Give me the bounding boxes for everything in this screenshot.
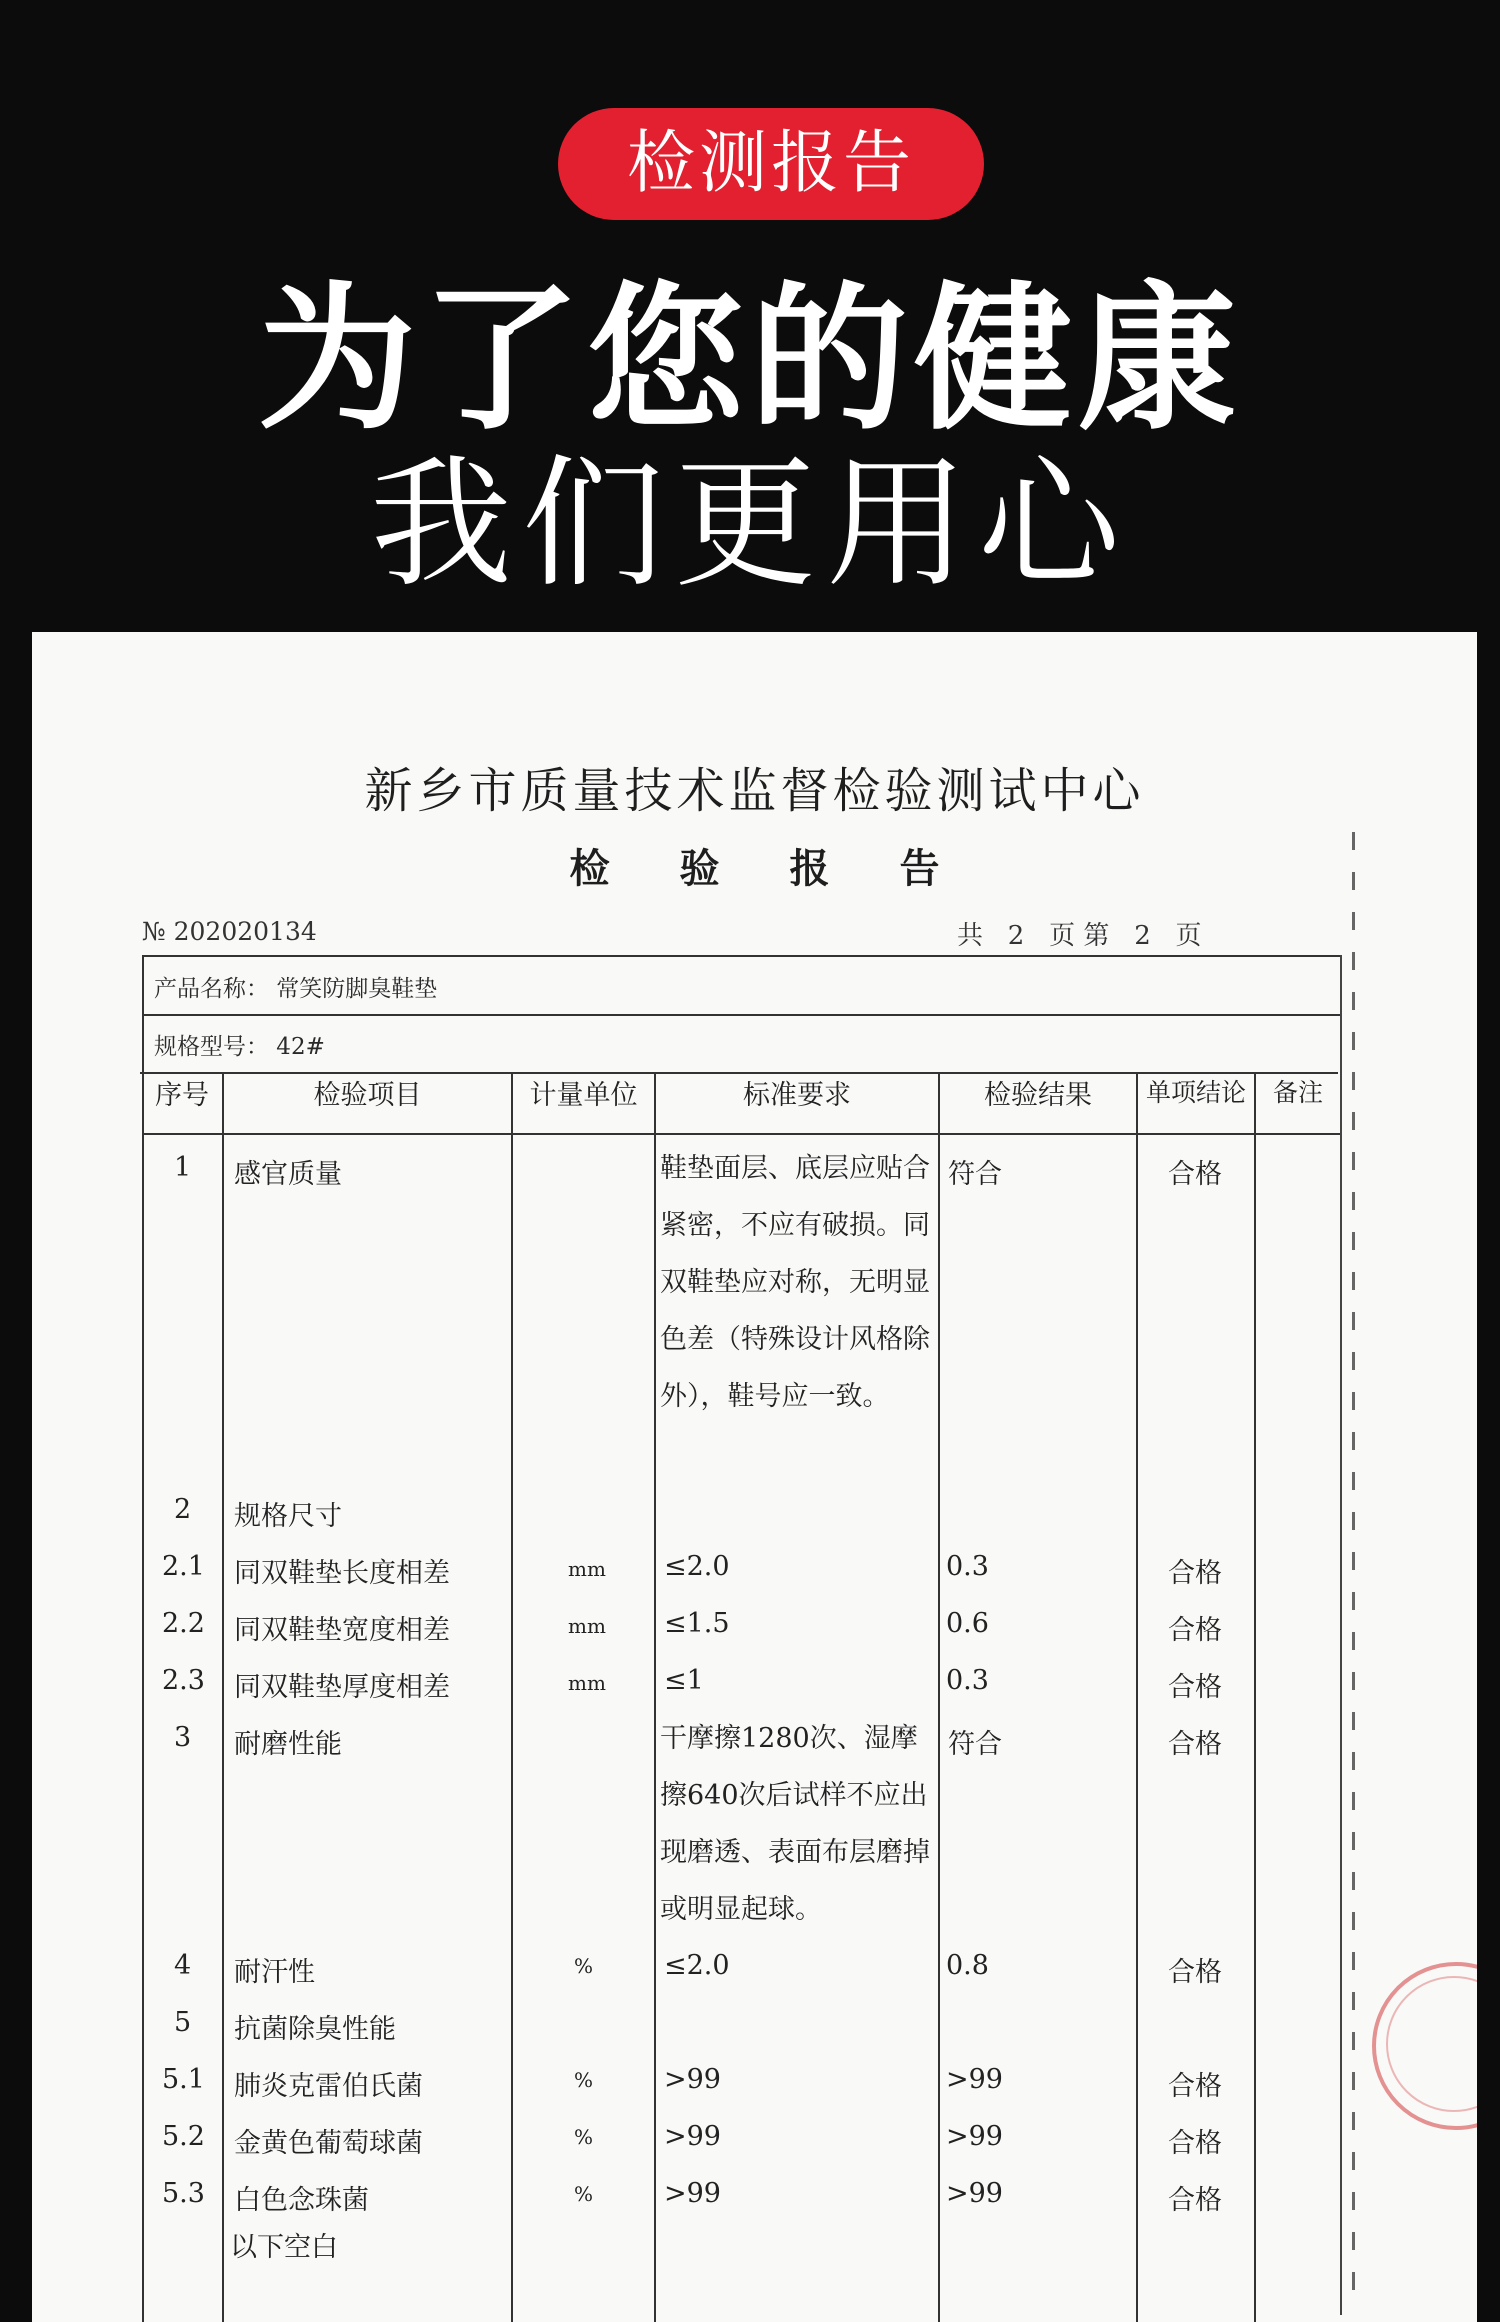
row-item: 抗菌除臭性能 [234, 2014, 396, 2045]
red-seal-stamp [1372, 1962, 1477, 2130]
row-item: 规格尺寸 [234, 1501, 342, 1532]
header-unit: 计量单位 [529, 1080, 638, 1111]
product-name: 产品名称： 常笑防脚臭鞋垫 [154, 976, 438, 1002]
row-requirement: >99 [664, 2121, 721, 2152]
row-requirement: 鞋垫面层、底层应贴合紧密，不应有破损。同双鞋垫应对称，无明显色差（特殊设计风格除外），鞋号应一致。 [660, 1153, 930, 1412]
row-item: 同双鞋垫长度相差 [234, 1558, 450, 1589]
report-number: № 202020134 [142, 917, 317, 946]
row-result: 0.6 [946, 1608, 989, 1639]
row-conclusion: 合格 [1168, 2071, 1222, 2102]
row-result: 符合 [948, 1159, 1002, 1190]
row-unit: % [574, 2068, 594, 2092]
row-seq: 2 [174, 1494, 192, 1525]
row-seq: 2.1 [162, 1551, 205, 1582]
product-spec: 规格型号： 42# [154, 1034, 325, 1060]
row-requirement: >99 [664, 2064, 721, 2095]
column-rule [1254, 1072, 1256, 2322]
row-conclusion: 合格 [1168, 2128, 1222, 2159]
row-item: 肺炎克雷伯氏菌 [234, 2071, 423, 2102]
row-result: 符合 [948, 1729, 1002, 1760]
row-seq: 5.3 [162, 2178, 205, 2209]
column-rule [1136, 1072, 1138, 2322]
table-rule [142, 1133, 1340, 1135]
column-rule [938, 1072, 940, 2322]
row-conclusion: 合格 [1168, 2185, 1222, 2216]
row-item: 同双鞋垫宽度相差 [234, 1615, 450, 1646]
row-seq: 4 [174, 1950, 192, 1981]
row-item: 同双鞋垫厚度相差 [234, 1672, 450, 1703]
row-requirement: ≤1 [664, 1665, 704, 1696]
row-seq: 5 [174, 2007, 192, 2038]
row-result: >99 [946, 2064, 1003, 2095]
issuing-organization: 新乡市质量技术监督检验测试中心 [364, 763, 1145, 819]
row-result: >99 [946, 2178, 1003, 2209]
row-unit: mm [568, 1614, 606, 1638]
header-conclusion: 单项结论 [1145, 1078, 1246, 1107]
row-result: 0.3 [946, 1665, 989, 1696]
row-requirement: >99 [664, 2178, 721, 2209]
row-conclusion: 合格 [1168, 1558, 1222, 1589]
row-requirement: ≤2.0 [664, 1950, 730, 1981]
table-rule [142, 1014, 1340, 1016]
row-item: 白色念珠菌 [234, 2185, 369, 2216]
row-item: 耐磨性能 [234, 1729, 342, 1760]
row-item: 金黄色葡萄球菌 [234, 2128, 423, 2159]
header-item: 检验项目 [313, 1080, 422, 1111]
row-conclusion: 合格 [1168, 1672, 1222, 1703]
header-remark: 备注 [1272, 1078, 1323, 1107]
row-conclusion: 合格 [1168, 1159, 1222, 1190]
row-seq: 5.2 [162, 2121, 205, 2152]
row-seq: 3 [174, 1722, 192, 1753]
page-indicator: 共 2 页 第 2 页 [957, 921, 1202, 951]
table-right-border [1340, 955, 1342, 2315]
header-requirement: 标准要求 [743, 1080, 851, 1111]
row-item: 感官质量 [234, 1159, 342, 1190]
row-unit: % [574, 2125, 594, 2149]
row-result: 0.8 [946, 1950, 989, 1981]
column-rule [222, 1072, 224, 2322]
column-rule [654, 1072, 656, 2322]
report-title: 检验报告 [569, 845, 1010, 892]
row-unit: mm [568, 1671, 606, 1695]
row-conclusion: 合格 [1168, 1729, 1222, 1760]
row-unit: mm [568, 1557, 606, 1581]
header-seq: 序号 [155, 1080, 209, 1111]
row-seq: 1 [174, 1152, 192, 1183]
row-result: >99 [946, 2121, 1003, 2152]
row-requirement: ≤1.5 [664, 1608, 730, 1639]
row-requirement: 干摩擦1280次、湿摩擦640次后试样不应出现磨透、表面布层磨掉或明显起球。 [660, 1723, 930, 1925]
row-seq: 2.2 [162, 1608, 205, 1639]
row-unit: % [574, 1954, 594, 1978]
report-document [32, 632, 1477, 2322]
row-result: 0.3 [946, 1551, 989, 1582]
row-requirement: ≤2.0 [664, 1551, 730, 1582]
report-badge: 检测报告 [558, 108, 984, 220]
headline-primary: 为了您的健康 [258, 268, 1242, 452]
row-conclusion: 合格 [1168, 1615, 1222, 1646]
row-conclusion: 合格 [1168, 1957, 1222, 1988]
header-result: 检验结果 [984, 1080, 1092, 1111]
row-unit: % [574, 2182, 594, 2206]
row-seq: 2.3 [162, 1665, 205, 1696]
blank-below-note: 以下空白 [230, 2232, 338, 2263]
column-rule [511, 1072, 513, 2322]
headline-secondary: 我们更用心 [370, 442, 1130, 607]
scan-edge-marks [1352, 832, 1355, 2312]
row-item: 耐汗性 [234, 1957, 315, 1988]
row-seq: 5.1 [162, 2064, 205, 2095]
